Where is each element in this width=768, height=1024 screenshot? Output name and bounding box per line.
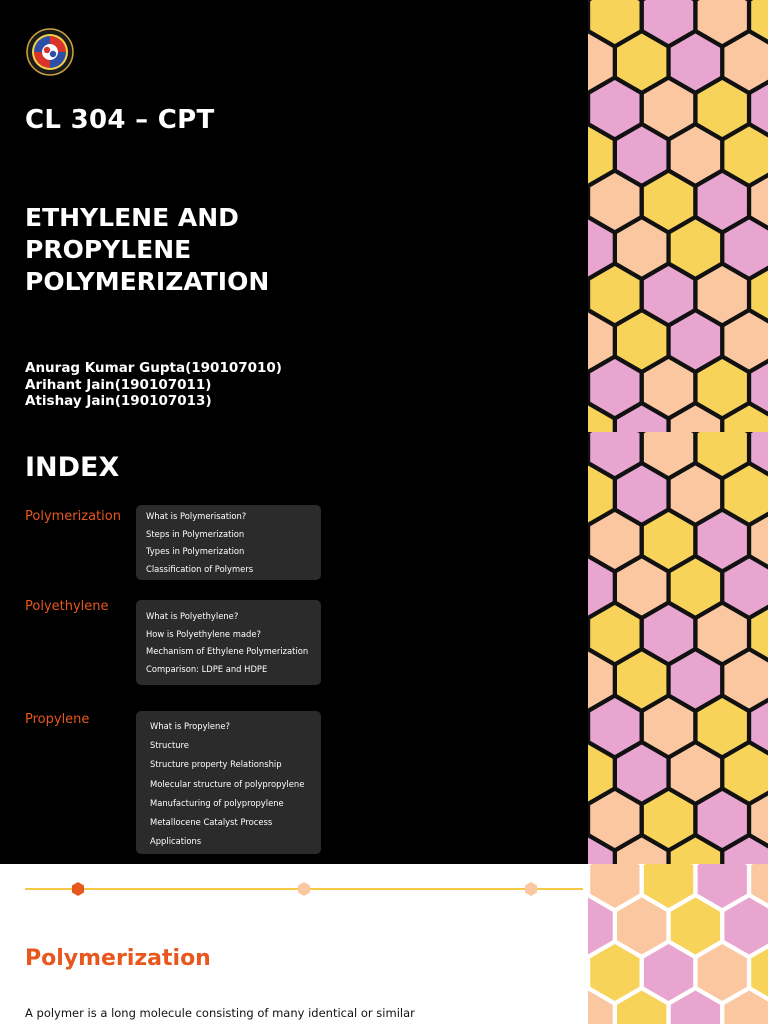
index-title: INDEX [25, 452, 120, 483]
course-code: CL 304 – CPT [25, 105, 215, 135]
hexagon-cell [698, 791, 747, 848]
hexagon-cell [590, 0, 639, 44]
hexagon-cell [588, 559, 613, 616]
index-topic[interactable]: Types in Polymerization [146, 546, 245, 556]
index-section-polymerization[interactable]: Polymerization [25, 509, 121, 524]
hexagon-cell [698, 432, 747, 476]
author-name: Anurag Kumar Gupta(190107010) [25, 360, 282, 376]
hexagon-pattern [588, 432, 768, 864]
hexagon-cell [644, 605, 693, 662]
hexagon-cell [751, 266, 768, 323]
hexagon-cell [590, 864, 639, 908]
author-name: Arihant Jain(190107011) [25, 376, 212, 393]
index-topic[interactable]: Comparison: LDPE and HDPE [146, 663, 268, 674]
hexagon-cell [671, 898, 720, 955]
hexagon-cell [588, 34, 613, 91]
hexagon-cell [698, 512, 747, 569]
hexagon-cell [724, 313, 768, 370]
index-topic[interactable]: Mechanism of Ethylene Polymerization [146, 646, 309, 656]
hexagon-cell [724, 220, 768, 277]
hexagon-cell [644, 0, 693, 44]
hexagon-cell [724, 559, 768, 616]
hexagon-cell [751, 698, 768, 755]
hexagon-cell [644, 359, 693, 416]
hexagon-cell [724, 652, 768, 709]
hexagon-cell [588, 652, 613, 709]
timeline-marker-icon [523, 881, 539, 897]
timeline-marker-active-icon [70, 881, 86, 897]
hexagon-cell [590, 266, 639, 323]
honeycomb-svg [588, 864, 768, 1024]
index-topic[interactable]: How is Polyethylene made? [146, 628, 261, 639]
hexagon-cell [698, 944, 747, 1001]
hexagon-cell [644, 266, 693, 323]
hexagon-cell [588, 313, 613, 370]
hexagon-cell [588, 220, 613, 277]
hexagon-cell [617, 127, 666, 184]
hexagon-cell [751, 791, 768, 848]
hexagon-cell [724, 127, 768, 184]
hexagon-cell [644, 864, 693, 908]
hexagon-cell [671, 127, 720, 184]
hexagon-cell [671, 34, 720, 91]
author-list [25, 360, 282, 410]
index-topic[interactable]: Metallocene Catalyst Process [150, 817, 273, 828]
hexagon-cell [617, 220, 666, 277]
institute-emblem-icon [26, 28, 74, 76]
hexagon-cell [724, 34, 768, 91]
hexagon-cell [590, 359, 639, 416]
hexagon-cell [590, 791, 639, 848]
index-section-propylene[interactable]: Propylene [25, 712, 90, 727]
hexagon-cell [671, 466, 720, 523]
hexagon-cell [644, 173, 693, 230]
hexagon-cell [698, 864, 747, 908]
index-topic[interactable]: Steps in Polymerization [146, 528, 245, 539]
index-topic[interactable]: Molecular structure of polypropylene [150, 778, 305, 789]
hexagon-cell [698, 80, 747, 137]
title-slide [0, 0, 768, 432]
hexagon-cell [751, 944, 768, 1001]
hexagon-cell [588, 745, 613, 802]
index-topic[interactable]: Manufacturing of polypropylene [150, 797, 284, 808]
index-topic-box [136, 711, 321, 854]
hexagon-cell [617, 991, 666, 1024]
title-line: PROPYLENE [25, 235, 192, 264]
hexagon-cell [698, 0, 747, 44]
hexagon-pattern [588, 0, 768, 432]
hexagon-cell [671, 745, 720, 802]
hexagon-cell [590, 698, 639, 755]
hexagon-cell [751, 605, 768, 662]
hexagon-cell [617, 898, 666, 955]
hexagon-cell [724, 898, 768, 955]
hexagon-cell [698, 359, 747, 416]
hexagon-cell [698, 266, 747, 323]
hexagon-cell [698, 173, 747, 230]
hexagon-cell [644, 791, 693, 848]
presentation-title [25, 202, 445, 298]
hexagon-cell [751, 173, 768, 230]
timeline-marker-icon [296, 881, 312, 897]
hexagon-cell [590, 80, 639, 137]
hexagon-cell [644, 432, 693, 476]
hexagon-cell [671, 991, 720, 1024]
hexagon-cell [698, 605, 747, 662]
body-paragraph: A polymer is a long molecule consisting of many identical or similar [25, 1006, 415, 1020]
hexagon-cell [751, 80, 768, 137]
hexagon-cell [671, 220, 720, 277]
index-topic[interactable]: Classification of Polymers [146, 563, 254, 574]
section-heading: Polymerization [25, 946, 211, 971]
hexagon-cell [617, 466, 666, 523]
hexagon-cell [698, 698, 747, 755]
hexagon-cell [644, 80, 693, 137]
index-topic[interactable]: What is Polyethylene? [146, 611, 239, 621]
author-name: Atishay Jain(190107013) [25, 393, 212, 409]
hexagon-cell [617, 652, 666, 709]
hexagon-cell [590, 512, 639, 569]
hexagon-cell [724, 466, 768, 523]
hexagon-cell [590, 944, 639, 1001]
hexagon-pattern [588, 864, 768, 1024]
index-topic[interactable]: Applications [150, 836, 202, 847]
index-slide [0, 432, 768, 864]
index-section-polyethylene[interactable]: Polyethylene [25, 599, 109, 614]
hexagon-cell [617, 745, 666, 802]
hexagon-cell [751, 512, 768, 569]
polymerization-slide [0, 864, 768, 1024]
hexagon-cell [617, 313, 666, 370]
index-topic[interactable]: What is Propylene? [150, 721, 230, 731]
hexagon-cell [588, 127, 613, 184]
index-topic[interactable]: Structure property Relationship [150, 759, 282, 770]
hexagon-cell [644, 698, 693, 755]
hexagon-cell [724, 745, 768, 802]
hexagon-cell [644, 944, 693, 1001]
hexagon-cell [751, 359, 768, 416]
hexagon-cell [644, 512, 693, 569]
honeycomb-svg [588, 432, 768, 864]
hexagon-cell [617, 34, 666, 91]
hexagon-cell [588, 466, 613, 523]
hexagon-cell [617, 559, 666, 616]
honeycomb-svg [588, 0, 768, 432]
hexagon-cell [590, 173, 639, 230]
title-line: POLYMERIZATION [25, 267, 270, 296]
title-line: ETHYLENE AND [25, 203, 239, 232]
hexagon-cell [671, 652, 720, 709]
index-topic[interactable]: What is Polymerisation? [146, 511, 247, 521]
hexagon-cell [671, 313, 720, 370]
index-topic-box [136, 600, 321, 685]
hexagon-cell [590, 605, 639, 662]
hexagon-cell [671, 559, 720, 616]
index-topic[interactable]: Structure [150, 740, 189, 751]
hexagon-cell [588, 898, 613, 955]
hexagon-cell [590, 432, 639, 476]
index-topic-box [136, 505, 321, 580]
